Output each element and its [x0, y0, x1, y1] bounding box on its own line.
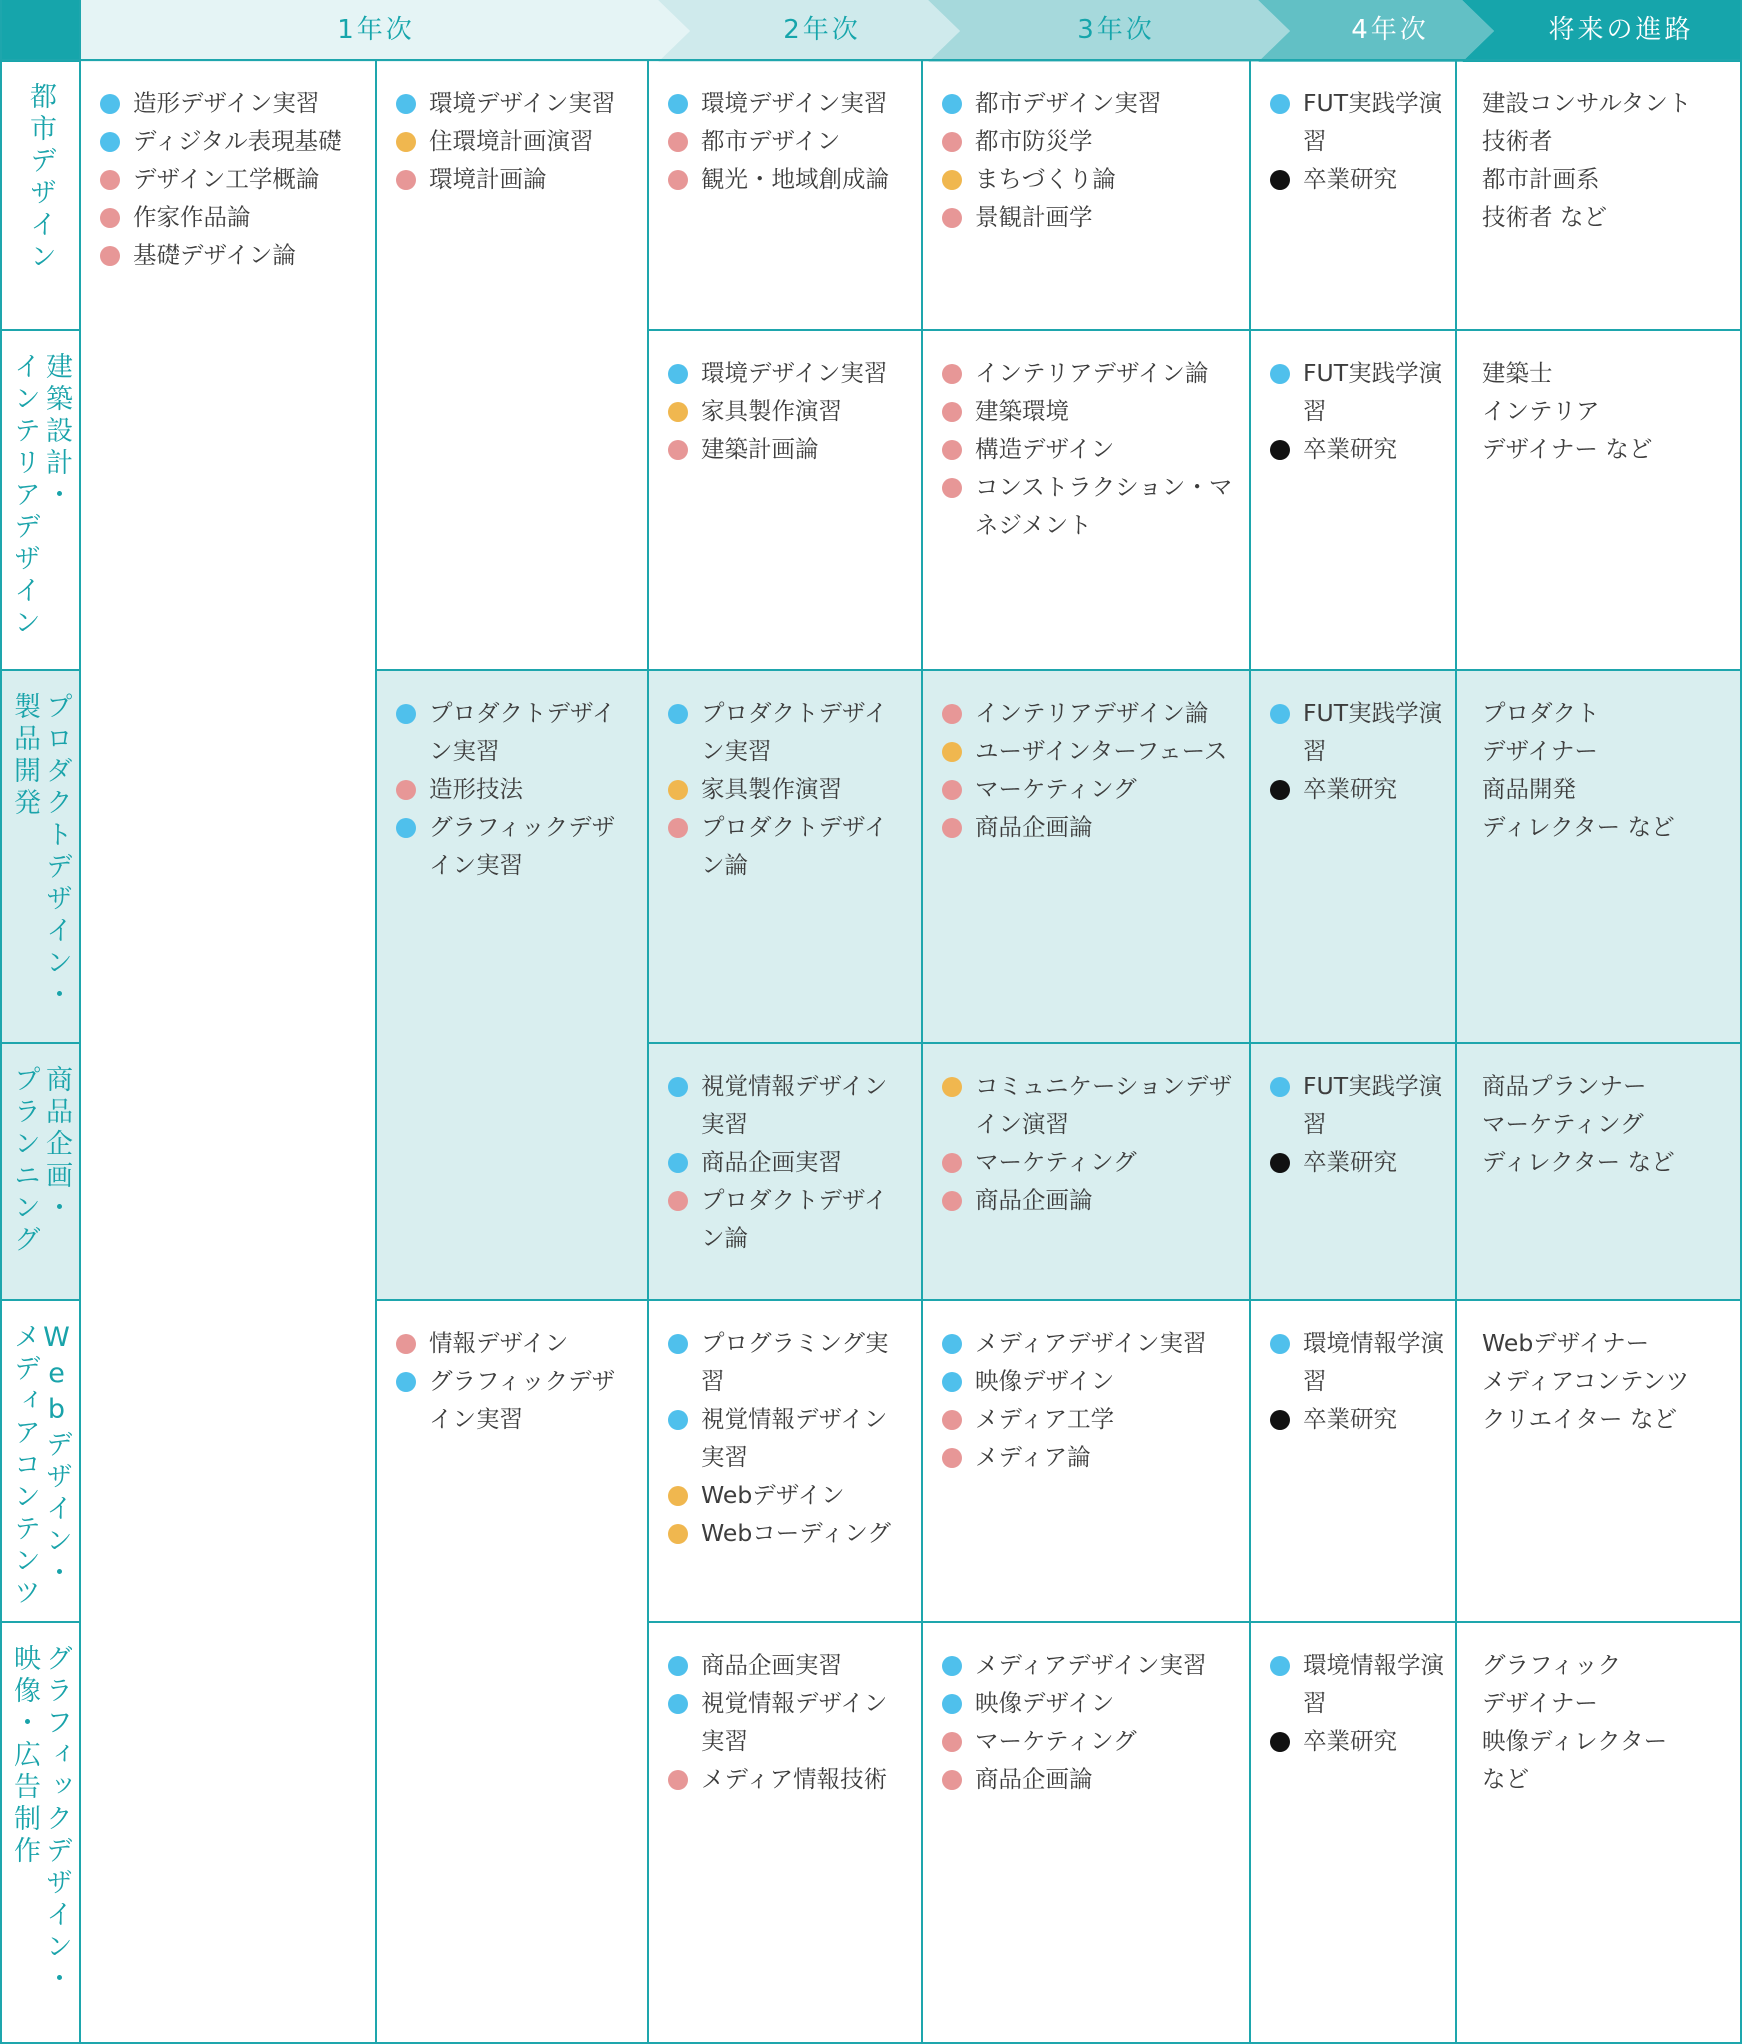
- year2-courses: [668, 1067, 910, 1257]
- grid-hline: [0, 1621, 80, 1623]
- course-item: [942, 1438, 1238, 1476]
- bullet-research-icon: [1270, 170, 1290, 190]
- course-name: 都市デザイン実習: [975, 89, 1162, 117]
- course-name: 構造デザイン: [975, 435, 1115, 463]
- header-label-2: 2年次: [783, 15, 861, 45]
- bullet-research-icon: [1270, 440, 1290, 460]
- bullet-lecture-icon: [942, 1732, 962, 1752]
- bullet-lecture-icon: [942, 704, 962, 724]
- course-name: 環境計画論: [429, 165, 547, 193]
- course-name: メディア情報技術: [701, 1765, 888, 1793]
- course-item: [668, 1476, 910, 1514]
- year4-courses: [1270, 354, 1444, 468]
- course-name: 卒業研究: [1303, 775, 1397, 803]
- bullet-practice-icon: [668, 94, 688, 114]
- bullet-exercise-icon: [942, 1077, 962, 1097]
- bullet-lecture-icon: [942, 818, 962, 838]
- grid-hline: [376, 669, 1740, 671]
- bullet-practice-icon: [1270, 1077, 1290, 1097]
- course-item: [942, 1722, 1238, 1760]
- bullet-research-icon: [1270, 780, 1290, 800]
- course-item: [668, 770, 910, 808]
- header-label-4: 4年次: [1351, 15, 1429, 45]
- grid-vline: [375, 60, 377, 2044]
- course-item: [396, 84, 636, 122]
- bullet-practice-icon: [668, 704, 688, 724]
- bullet-lecture-icon: [668, 1770, 688, 1790]
- bullet-practice-icon: [100, 94, 120, 114]
- career-path: プロダクト デザイナー 商品開発 ディレクター など: [1482, 699, 1675, 841]
- year2-courses: [668, 84, 910, 198]
- course-item: [396, 122, 636, 160]
- year2-courses: [668, 1324, 910, 1552]
- course-item: [942, 160, 1238, 198]
- course-item: [942, 354, 1238, 392]
- course-item: [668, 430, 910, 468]
- course-item: [668, 160, 910, 198]
- course-name: マーケティング: [975, 1727, 1137, 1755]
- course-name: プロダクトデザイン実習: [701, 699, 888, 765]
- bullet-lecture-icon: [942, 402, 962, 422]
- year2-courses: [668, 354, 910, 468]
- row-label-5: Webデザイン・ メディアコンテンツ: [9, 1322, 72, 1610]
- bullet-practice-icon: [1270, 704, 1290, 724]
- course-name: マーケティング: [975, 775, 1137, 803]
- course-name: 視覚情報デザイン実習: [701, 1405, 888, 1471]
- course-item: [942, 1181, 1238, 1219]
- course-item: [668, 1514, 910, 1552]
- header-label-3: 3年次: [1077, 15, 1155, 45]
- course-name: 環境デザイン実習: [429, 89, 616, 117]
- course-name: プロダクトデザイン論: [701, 813, 888, 879]
- bullet-practice-icon: [396, 94, 416, 114]
- bullet-practice-icon: [668, 1410, 688, 1430]
- course-name: 家具製作演習: [701, 397, 842, 425]
- course-item: [668, 1646, 910, 1684]
- course-item: [100, 122, 364, 160]
- header-label-5: 将来の進路: [1548, 15, 1694, 45]
- course-item: [942, 392, 1238, 430]
- year3-courses: [942, 1324, 1238, 1476]
- year1-track-courses-3: [396, 1324, 636, 1438]
- course-name: ディジタル表現基礎: [133, 127, 342, 155]
- course-name: コミュニケーションデザイン演習: [975, 1072, 1233, 1138]
- course-name: FUT実践学演習: [1303, 89, 1443, 155]
- bullet-lecture-icon: [396, 1334, 416, 1354]
- bullet-practice-icon: [396, 704, 416, 724]
- course-item: [1270, 1646, 1444, 1722]
- course-name: 家具製作演習: [701, 775, 842, 803]
- course-item: [396, 808, 636, 884]
- bullet-lecture-icon: [668, 132, 688, 152]
- course-item: [1270, 1400, 1444, 1438]
- course-item: [942, 1324, 1238, 1362]
- grid-hline: [648, 1621, 1740, 1623]
- course-name: まちづくり論: [975, 165, 1116, 193]
- course-item: [668, 1684, 910, 1760]
- bullet-practice-icon: [942, 1694, 962, 1714]
- row-label-2: 建築設計・ インテリアデザイン: [9, 352, 72, 640]
- course-item: [942, 1067, 1238, 1143]
- year1-track-courses-1: [396, 84, 636, 198]
- course-item: [668, 1400, 910, 1476]
- course-name: 都市防災学: [975, 127, 1093, 155]
- course-item: [396, 770, 636, 808]
- course-item: [668, 694, 910, 770]
- bullet-lecture-icon: [396, 780, 416, 800]
- course-item: [1270, 354, 1444, 430]
- bullet-exercise-icon: [668, 780, 688, 800]
- grid-hline: [0, 59, 80, 61]
- course-item: [1270, 1143, 1444, 1181]
- grid-vline: [79, 0, 81, 2044]
- course-name: 商品企画論: [975, 1186, 1093, 1214]
- bullet-lecture-icon: [100, 208, 120, 228]
- course-name: 景観計画学: [975, 203, 1093, 231]
- course-name: グラフィックデザイン実習: [429, 1367, 616, 1433]
- row-label-1: 都市デザイン: [25, 82, 56, 274]
- course-item: [942, 468, 1238, 544]
- bullet-exercise-icon: [668, 1524, 688, 1544]
- header-corner: [0, 0, 82, 62]
- bullet-lecture-icon: [100, 170, 120, 190]
- course-name: 作家作品論: [133, 203, 251, 231]
- bullet-exercise-icon: [942, 742, 962, 762]
- course-item: [942, 1684, 1238, 1722]
- course-item: [1270, 1324, 1444, 1400]
- course-item: [668, 1143, 910, 1181]
- course-name: マーケティング: [975, 1148, 1137, 1176]
- year4-courses: [1270, 694, 1444, 808]
- course-name: 住環境計画演習: [429, 127, 594, 155]
- grid-vline: [0, 0, 2, 2044]
- course-name: 卒業研究: [1303, 435, 1397, 463]
- bullet-practice-icon: [100, 132, 120, 152]
- course-item: [1270, 770, 1444, 808]
- year3-courses: [942, 694, 1238, 846]
- course-name: 卒業研究: [1303, 165, 1397, 193]
- bullet-lecture-icon: [942, 1410, 962, 1430]
- bullet-lecture-icon: [100, 246, 120, 266]
- course-name: 視覚情報デザイン実習: [701, 1072, 888, 1138]
- grid-hline: [0, 1042, 80, 1044]
- year4-courses: [1270, 1324, 1444, 1438]
- year3-courses: [942, 354, 1238, 544]
- course-item: [668, 354, 910, 392]
- bullet-research-icon: [1270, 1732, 1290, 1752]
- course-item: [396, 1362, 636, 1438]
- bullet-exercise-icon: [668, 1486, 688, 1506]
- course-name: Webコーディング: [701, 1519, 891, 1547]
- course-name: グラフィックデザイン実習: [429, 813, 616, 879]
- course-item: [1270, 1722, 1444, 1760]
- bullet-lecture-icon: [942, 1191, 962, 1211]
- bullet-practice-icon: [942, 1372, 962, 1392]
- course-name: 建築環境: [975, 397, 1069, 425]
- career-path: 建設コンサルタント 技術者 都市計画系 技術者 など: [1482, 89, 1692, 231]
- career-path: 商品プランナー マーケティング ディレクター など: [1482, 1072, 1675, 1176]
- course-name: 卒業研究: [1303, 1148, 1397, 1176]
- course-name: ユーザインターフェース: [975, 737, 1228, 765]
- bullet-lecture-icon: [942, 780, 962, 800]
- course-name: FUT実践学演習: [1303, 359, 1443, 425]
- course-item: [668, 1181, 910, 1257]
- course-name: プロダクトデザイン実習: [429, 699, 616, 765]
- year3-courses: [942, 1067, 1238, 1219]
- grid-vline: [1249, 60, 1251, 2044]
- course-name: 商品企画論: [975, 813, 1093, 841]
- bullet-practice-icon: [942, 1334, 962, 1354]
- bullet-lecture-icon: [942, 478, 962, 498]
- grid-hline: [0, 329, 80, 331]
- course-name: 環境情報学演習: [1303, 1329, 1444, 1395]
- course-name: プロダクトデザイン論: [701, 1186, 888, 1252]
- course-name: 商品企画実習: [701, 1148, 842, 1176]
- course-name: 環境情報学演習: [1303, 1651, 1444, 1717]
- course-name: メディア論: [975, 1443, 1091, 1471]
- grid-vline: [647, 60, 649, 2044]
- bullet-practice-icon: [942, 1656, 962, 1676]
- course-item: [100, 198, 364, 236]
- course-item: [668, 122, 910, 160]
- bullet-exercise-icon: [668, 402, 688, 422]
- grid-hline: [0, 1299, 80, 1301]
- course-item: [942, 770, 1238, 808]
- grid-hline: [648, 329, 1740, 331]
- course-name: Webデザイン: [701, 1481, 845, 1509]
- grid-hline: [0, 669, 80, 671]
- row-label-4: 商品企画・ プランニング: [9, 1065, 72, 1257]
- course-name: 造形技法: [429, 775, 523, 803]
- course-item: [100, 160, 364, 198]
- course-item: [942, 1400, 1238, 1438]
- career-path: Webデザイナー メディアコンテンツ クリエイター など: [1482, 1329, 1690, 1433]
- bullet-research-icon: [1270, 1153, 1290, 1173]
- year4-courses: [1270, 1646, 1444, 1760]
- course-name: プログラミング実習: [701, 1329, 889, 1395]
- course-item: [942, 198, 1238, 236]
- career-path: 建築士 インテリア デザイナー など: [1482, 359, 1653, 463]
- course-item: [942, 430, 1238, 468]
- course-name: 卒業研究: [1303, 1727, 1397, 1755]
- course-name: 視覚情報デザイン実習: [701, 1689, 888, 1755]
- year4-courses: [1270, 84, 1444, 198]
- bullet-lecture-icon: [668, 818, 688, 838]
- bullet-lecture-icon: [942, 132, 962, 152]
- year1-track-courses-2: [396, 694, 636, 884]
- header-label-1: 1年次: [337, 15, 415, 45]
- bullet-practice-icon: [1270, 1334, 1290, 1354]
- bullet-lecture-icon: [668, 440, 688, 460]
- course-name: メディアデザイン実習: [975, 1329, 1207, 1357]
- bullet-practice-icon: [1270, 364, 1290, 384]
- course-name: 映像デザイン: [975, 1367, 1115, 1395]
- course-item: [668, 84, 910, 122]
- career-path: グラフィック デザイナー 映像ディレクター など: [1482, 1651, 1668, 1793]
- course-item: [942, 84, 1238, 122]
- bullet-practice-icon: [1270, 94, 1290, 114]
- year2-courses: [668, 1646, 910, 1798]
- course-item: [668, 392, 910, 430]
- course-item: [100, 84, 364, 122]
- bullet-practice-icon: [668, 364, 688, 384]
- course-item: [1270, 430, 1444, 468]
- row-label-3: プロダクトデザイン・ 製品開発: [9, 692, 72, 1012]
- course-name: 造形デザイン実習: [133, 89, 320, 117]
- course-item: [396, 1324, 636, 1362]
- course-name: 商品企画論: [975, 1765, 1093, 1793]
- bullet-practice-icon: [396, 1372, 416, 1392]
- bullet-lecture-icon: [942, 1153, 962, 1173]
- bullet-lecture-icon: [942, 1770, 962, 1790]
- course-item: [942, 1143, 1238, 1181]
- bullet-lecture-icon: [942, 364, 962, 384]
- bullet-practice-icon: [668, 1656, 688, 1676]
- year3-courses: [942, 1646, 1238, 1798]
- grid-hline: [80, 59, 1740, 61]
- course-name: メディアデザイン実習: [975, 1651, 1207, 1679]
- bullet-lecture-icon: [668, 170, 688, 190]
- course-item: [942, 1646, 1238, 1684]
- bullet-practice-icon: [942, 94, 962, 114]
- bullet-practice-icon: [668, 1153, 688, 1173]
- row-label-6: グラフィックデザイン・ 映像・広告制作: [9, 1644, 72, 1996]
- bullet-lecture-icon: [668, 1191, 688, 1211]
- bullet-exercise-icon: [396, 132, 416, 152]
- course-name: FUT実践学演習: [1303, 699, 1443, 765]
- course-name: インテリアデザイン論: [975, 699, 1209, 727]
- course-item: [942, 1362, 1238, 1400]
- course-item: [942, 808, 1238, 846]
- course-item: [942, 732, 1238, 770]
- bullet-practice-icon: [668, 1077, 688, 1097]
- bullet-practice-icon: [668, 1334, 688, 1354]
- grid-vline: [921, 60, 923, 2044]
- course-name: 環境デザイン実習: [701, 359, 888, 387]
- bullet-practice-icon: [396, 818, 416, 838]
- year4-courses: [1270, 1067, 1444, 1181]
- course-name: 商品企画実習: [701, 1651, 842, 1679]
- course-name: 建築計画論: [701, 435, 819, 463]
- course-item: [1270, 694, 1444, 770]
- year3-courses: [942, 84, 1238, 236]
- bullet-practice-icon: [1270, 1656, 1290, 1676]
- bullet-research-icon: [1270, 1410, 1290, 1430]
- bullet-lecture-icon: [942, 1448, 962, 1468]
- course-item: [668, 1760, 910, 1798]
- course-name: 都市デザイン: [701, 127, 841, 155]
- course-name: FUT実践学演習: [1303, 1072, 1443, 1138]
- course-name: インテリアデザイン論: [975, 359, 1209, 387]
- course-item: [1270, 1067, 1444, 1143]
- bullet-exercise-icon: [942, 170, 962, 190]
- bullet-lecture-icon: [942, 208, 962, 228]
- course-name: デザイン工学概論: [133, 165, 320, 193]
- course-name: 卒業研究: [1303, 1405, 1397, 1433]
- course-item: [942, 122, 1238, 160]
- course-name: 観光・地域創成論: [701, 165, 889, 193]
- course-name: 映像デザイン: [975, 1689, 1115, 1717]
- course-name: コンストラクション・マネジメント: [975, 473, 1233, 539]
- course-name: 環境デザイン実習: [701, 89, 888, 117]
- course-item: [100, 236, 364, 274]
- bullet-lecture-icon: [396, 170, 416, 190]
- bullet-practice-icon: [668, 1694, 688, 1714]
- course-name: 情報デザイン: [429, 1329, 569, 1357]
- course-item: [942, 694, 1238, 732]
- course-item: [942, 1760, 1238, 1798]
- year1-common-courses: [100, 84, 364, 274]
- year2-courses: [668, 694, 910, 884]
- course-item: [396, 694, 636, 770]
- course-item: [1270, 84, 1444, 160]
- course-item: [668, 808, 910, 884]
- grid-hline: [376, 1299, 1740, 1301]
- course-item: [668, 1067, 910, 1143]
- grid-vline: [1455, 60, 1457, 2044]
- bullet-lecture-icon: [942, 440, 962, 460]
- course-item: [668, 1324, 910, 1400]
- course-item: [1270, 160, 1444, 198]
- grid-hline: [648, 1042, 1740, 1044]
- course-name: メディア工学: [975, 1405, 1115, 1433]
- course-name: 基礎デザイン論: [133, 241, 296, 269]
- course-item: [396, 160, 636, 198]
